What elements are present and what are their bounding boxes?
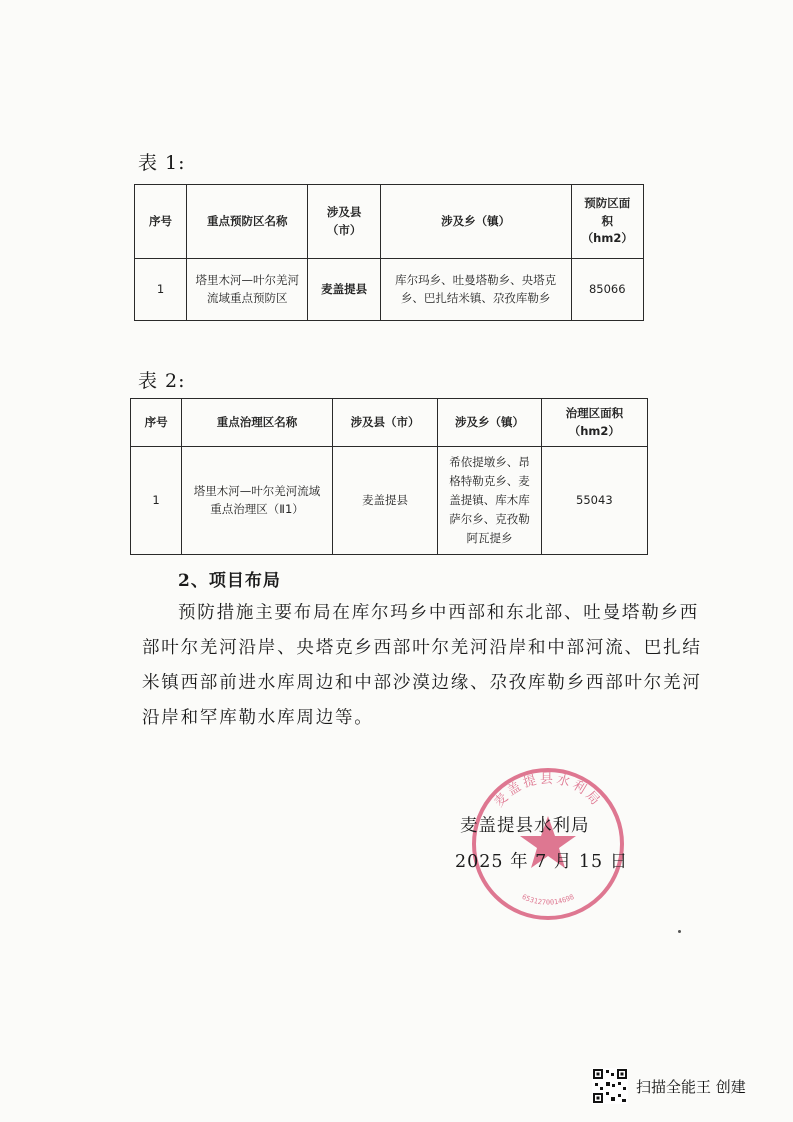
scanner-watermark	[592, 1068, 746, 1104]
table1-cell-seq: 1	[135, 259, 187, 321]
qr-code-icon	[592, 1068, 628, 1104]
issuing-organization: 麦盖提县水利局	[460, 816, 590, 836]
table1-header-name: 重点预防区名称	[187, 185, 308, 259]
table2-cell-township: 希依提墩乡、昂 格特勒克乡、麦 盖提镇、库木库 萨尔乡、克孜勒 阿瓦提乡	[438, 447, 541, 555]
table2-header-name: 重点治理区名称	[182, 399, 333, 447]
table1-cell-county: 麦盖提县	[308, 259, 380, 321]
table2-header-township: 涉及乡（镇）	[438, 399, 541, 447]
table2-cell-area: 55043	[541, 447, 647, 555]
table2-header-county: 涉及县（市）	[332, 399, 437, 447]
svg-text:6531270014698	[521, 893, 576, 907]
seal-text: 麦盖提县水利局	[491, 771, 605, 811]
table1-cell-name: 塔里木河—叶尔羌河 流域重点预防区	[187, 259, 308, 321]
table1-header-county: 涉及县 （市）	[308, 185, 380, 259]
scanner-label: 扫描全能王 创建	[636, 1077, 746, 1096]
section-heading: 2、项目布局	[178, 571, 281, 591]
table1	[134, 184, 644, 321]
table2-cell-name: 塔里木河—叶尔羌河流域 重点治理区（Ⅱ1）	[182, 447, 333, 555]
table2-caption: 表 2:	[138, 370, 186, 392]
seal-code: 6531270014698	[520, 892, 576, 907]
official-seal	[468, 764, 628, 924]
scan-speck	[678, 930, 681, 933]
table2-header-area: 治理区面积 （hm2）	[541, 399, 647, 447]
svg-text:麦盖提县水利局	[491, 771, 604, 810]
table1-cell-area: 85066	[571, 259, 643, 321]
table1-caption: 表 1:	[138, 152, 186, 174]
table2	[130, 398, 648, 555]
section-paragraph: 预防措施主要布局在库尔玛乡中西部和东北部、吐曼塔勒乡西部叶尔羌河沿岸、央塔克乡西部叶尔羌河沿岸和中部河流、巴扎结米镇西部前进水库周边和中部沙漠边缘、尕孜库勒乡西部叶尔羌河沿岸和罕库勒水库周边等。	[142, 603, 702, 728]
table1-header-township: 涉及乡（镇）	[380, 185, 571, 259]
table2-cell-seq: 1	[131, 447, 182, 555]
issue-date: 2025 年 7 月 15 日	[455, 852, 629, 872]
table2-header-seq: 序号	[131, 399, 182, 447]
table2-cell-county: 麦盖提县	[332, 447, 437, 555]
table1-header-seq: 序号	[135, 185, 187, 259]
table1-cell-township: 库尔玛乡、吐曼塔勒乡、央塔克 乡、巴扎结米镇、尕孜库勒乡	[380, 259, 571, 321]
table1-header-area: 预防区面 积 （hm2）	[571, 185, 643, 259]
